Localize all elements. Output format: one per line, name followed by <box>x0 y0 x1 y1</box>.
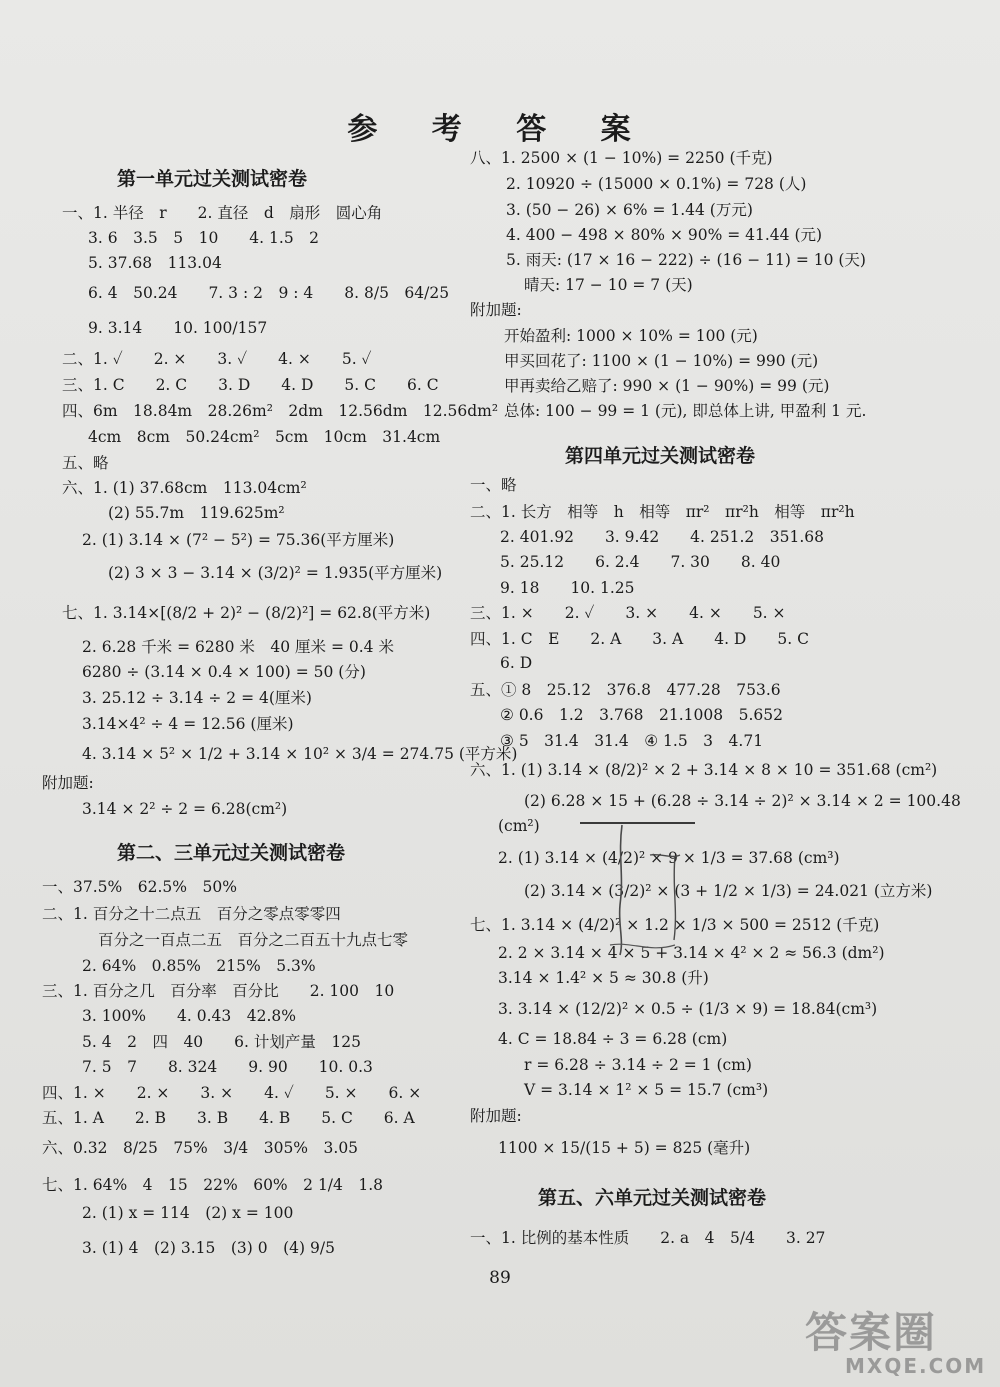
answer-line: 一、37.5% 62.5% 50% <box>42 878 237 896</box>
answer-line: 六、0.32 8/25 75% 3/4 305% 3.05 <box>42 1139 359 1157</box>
answer-line: 三、1. C 2. C 3. D 4. D 5. C 6. C <box>62 376 439 394</box>
answer-line: 3.14 × 1.4² × 5 ≈ 30.8 (升) <box>498 969 709 987</box>
answer-line: 6280 ÷ (3.14 × 0.4 × 100) = 50 (分) <box>82 663 366 681</box>
answer-line: 四、1. C E 2. A 3. A 4. D 5. C <box>470 630 809 648</box>
answer-line: (2) 3.14 × (3/2)² × (3 + 1/2 × 1/3) = 24.021 (立方米) <box>524 882 933 900</box>
answer-line: 2. 10920 ÷ (15000 × 0.1%) = 728 (人) <box>506 175 807 193</box>
answer-line: 3. (1) 4 (2) 3.15 (3) 0 (4) 9/5 <box>82 1239 335 1257</box>
answer-line: 附加题: <box>42 774 94 792</box>
answer-line: 1100 × 15/(15 + 5) = 825 (毫升) <box>498 1139 751 1157</box>
answer-line: 开始盈利: 1000 × 10% = 100 (元) <box>504 327 758 345</box>
answer-line: ② 0.6 1.2 3.768 21.1008 5.652 <box>500 706 783 724</box>
answer-line: 2. 64% 0.85% 215% 5.3% <box>82 957 316 975</box>
answer-line: 五、1. A 2. B 3. B 4. B 5. C 6. A <box>42 1109 415 1127</box>
answer-line: (cm²) <box>498 817 540 835</box>
answer-line: 甲再卖给乙赔了: 990 × (1 − 90%) = 99 (元) <box>504 377 830 395</box>
answer-line: 3.14 × 2² ÷ 2 = 6.28(cm²) <box>82 800 288 818</box>
answer-line: 四、6m 18.84m 28.26m² 2dm 12.56dm 12.56dm² <box>62 402 499 420</box>
answer-line: 二、1. 长方 相等 h 相等 πr² πr²h 相等 πr²h <box>470 503 855 521</box>
answer-line: 2. 6.28 千米 = 6280 米 40 厘米 = 0.4 米 <box>82 638 394 656</box>
answer-line: 3. (50 − 26) × 6% = 1.44 (万元) <box>506 201 753 219</box>
page-title: 参 考 答 案 <box>347 112 653 147</box>
answer-line: 4. 3.14 × 5² × 1/2 + 3.14 × 10² × 3/4 = 274.75 (平方米) <box>82 745 518 763</box>
answer-line: 甲买回花了: 1100 × (1 − 10%) = 990 (元) <box>504 352 819 370</box>
answer-line: 6. 4 50.24 7. 3 : 2 9 : 4 8. 8/5 64/25 <box>88 284 450 302</box>
pencil-scribble-icon <box>580 815 710 965</box>
answer-line: 总体: 100 − 99 = 1 (元), 即总体上讲, 甲盈利 1 元. <box>504 402 867 420</box>
section-heading-unit5-6: 第五、六单元过关测试密卷 <box>538 1187 767 1209</box>
answer-line: 2. (1) 3.14 × (7² − 5²) = 75.36(平方厘米) <box>82 531 395 549</box>
watermark-text: 答案圈 <box>805 1308 938 1357</box>
section-heading-unit4: 第四单元过关测试密卷 <box>565 445 756 467</box>
answer-line: (2) 6.28 × 15 + (6.28 ÷ 3.14 ÷ 2)² × 3.14 × 2 = 100.48 <box>524 792 961 810</box>
answer-line: 五、略 <box>62 454 109 472</box>
answer-line: 2. (1) 3.14 × (4/2)² × 9 × 1/3 = 37.68 (cm³) <box>498 849 840 867</box>
answer-line: 一、1. 半径 r 2. 直径 d 扇形 圆心角 <box>62 204 383 222</box>
answer-line: 5. 25.12 6. 2.4 7. 30 8. 40 <box>500 553 781 571</box>
answer-line: 4cm 8cm 50.24cm² 5cm 10cm 31.4cm <box>88 428 441 446</box>
answer-line: 4. C = 18.84 ÷ 3 = 6.28 (cm) <box>498 1030 728 1048</box>
answer-line: 一、1. 比例的基本性质 2. a 4 5/4 3. 27 <box>470 1229 826 1247</box>
answer-line: 六、1. (1) 37.68cm 113.04cm² <box>62 479 307 497</box>
answer-line: ③ 5 31.4 31.4 ④ 1.5 3 4.71 <box>500 732 764 750</box>
answer-line: 晴天: 17 − 10 = 7 (天) <box>524 276 693 294</box>
answer-line: 四、1. × 2. × 3. × 4. ✓ 5. × 6. × <box>42 1084 422 1102</box>
answer-line: 2. 2 × 3.14 × 4 × 5 + 3.14 × 4² × 2 ≈ 56.3 (dm²) <box>498 944 885 962</box>
answer-line: 7. 5 7 8. 324 9. 90 10. 0.3 <box>82 1058 373 1076</box>
answer-line: 三、1. × 2. ✓ 3. × 4. × 5. × <box>470 604 786 622</box>
page-number: 89 <box>489 1268 511 1288</box>
answer-line: 七、1. 64% 4 15 22% 60% 2 1/4 1.8 <box>42 1176 384 1194</box>
watermark-url: MXQE.COM <box>845 1354 987 1378</box>
answer-line: 二、1. ✓ 2. × 3. ✓ 4. × 5. ✓ <box>62 350 372 368</box>
answer-line: 三、1. 百分之几 百分率 百分比 2. 100 10 <box>42 982 395 1000</box>
answer-line: 9. 3.14 10. 100/157 <box>88 319 268 337</box>
answer-line: 五、① 8 25.12 376.8 477.28 753.6 <box>470 681 781 699</box>
answer-line: 3. 100% 4. 0.43 42.8% <box>82 1007 296 1025</box>
answer-line: r = 6.28 ÷ 3.14 ÷ 2 = 1 (cm) <box>524 1056 752 1074</box>
section-heading-unit1: 第一单元过关测试密卷 <box>117 168 308 190</box>
watermark-logo <box>805 1300 990 1380</box>
answer-line: (2) 55.7m 119.625m² <box>108 504 285 522</box>
answer-line: 2. 401.92 3. 9.42 4. 251.2 351.68 <box>500 528 825 546</box>
answer-line: 3.14×4² ÷ 4 = 12.56 (厘米) <box>82 715 294 733</box>
answer-line: 七、1. 3.14×[(8/2 + 2)² − (8/2)²] = 62.8(平方米) <box>62 604 431 622</box>
answer-line: 6. D <box>500 654 533 672</box>
answer-line: 二、1. 百分之十二点五 百分之零点零零四 <box>42 905 341 923</box>
answer-line: 5. 雨天: (17 × 16 − 222) ÷ (16 − 11) = 10 (天) <box>506 251 866 269</box>
answer-line: 9. 18 10. 1.25 <box>500 579 635 597</box>
answer-line: 八、1. 2500 × (1 − 10%) = 2250 (千克) <box>470 149 773 167</box>
answer-line: 3. 3.14 × (12/2)² × 0.5 ÷ (1/3 × 9) = 18.84(cm³) <box>498 1000 878 1018</box>
answer-line: 附加题: <box>470 301 522 319</box>
answer-line: 百分之一百点二五 百分之二百五十九点七零 <box>98 931 409 949</box>
answer-line: 2. (1) x = 114 (2) x = 100 <box>82 1204 294 1222</box>
section-heading-unit2-3: 第二、三单元过关测试密卷 <box>117 842 346 864</box>
answer-line: 3. 25.12 ÷ 3.14 ÷ 2 = 4(厘米) <box>82 689 312 707</box>
answer-line: (2) 3 × 3 − 3.14 × (3/2)² = 1.935(平方厘米) <box>108 564 443 582</box>
answer-line: 4. 400 − 498 × 80% × 90% = 41.44 (元) <box>506 226 823 244</box>
answer-line: 3. 6 3.5 5 10 4. 1.5 2 <box>88 229 320 247</box>
answer-line: 一、略 <box>470 476 517 494</box>
answer-line: 七、1. 3.14 × (4/2)² × 1.2 × 1/3 × 500 = 2512 (千克) <box>470 916 880 934</box>
answer-line: 六、1. (1) 3.14 × (8/2)² × 2 + 3.14 × 8 × 10 = 351.68 (cm²) <box>470 761 938 779</box>
answer-line: V = 3.14 × 1² × 5 = 15.7 (cm³) <box>524 1081 769 1099</box>
answer-line: 5. 4 2 四 40 6. 计划产量 125 <box>82 1033 361 1051</box>
answer-line: 5. 37.68 113.04 <box>88 254 222 272</box>
answer-line: 附加题: <box>470 1107 522 1125</box>
